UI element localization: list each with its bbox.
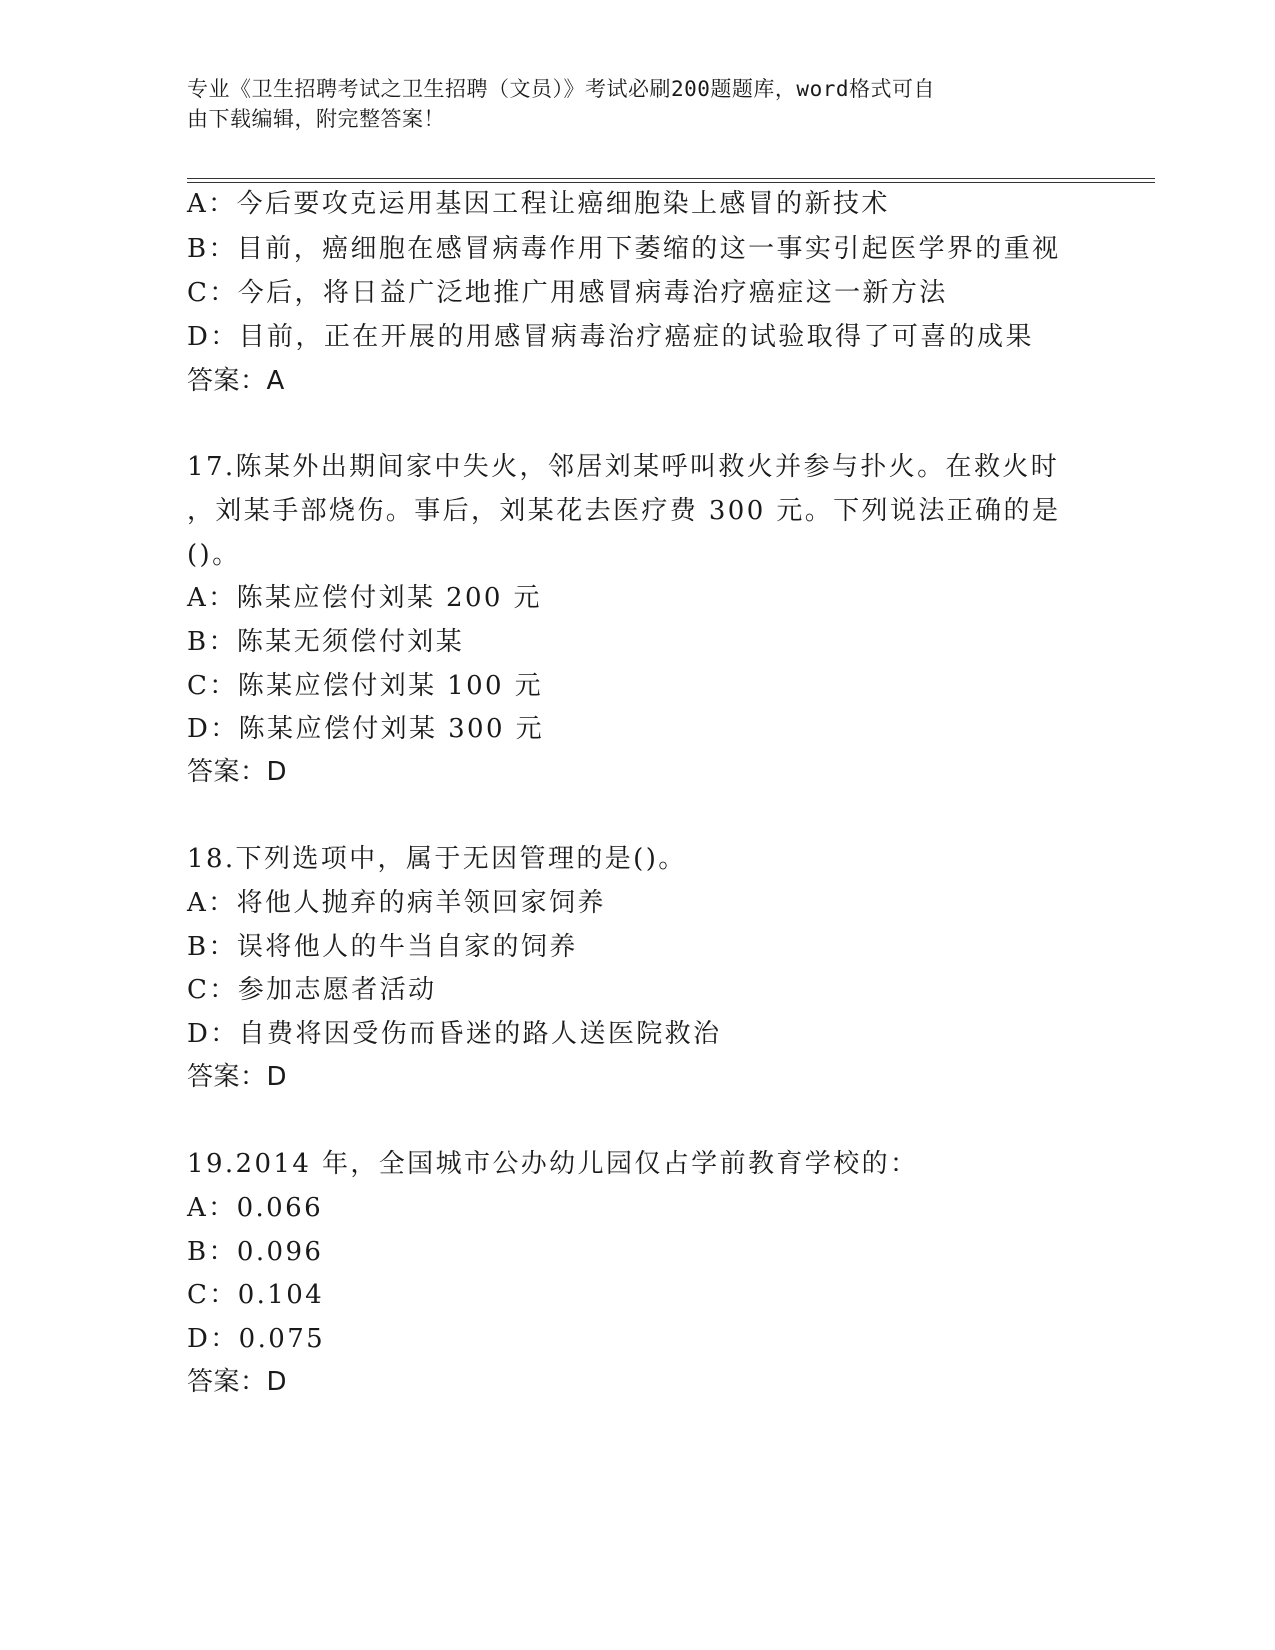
q17-option-d: D：陈某应偿付刘某 300 元 <box>187 714 545 744</box>
header-rule-top <box>187 178 1155 179</box>
q19-option-b: B：0.096 <box>187 1237 324 1267</box>
q19-option-a: A：0.066 <box>187 1193 324 1223</box>
q17-option-c: C：陈某应偿付刘某 100 元 <box>187 671 544 701</box>
q16-answer: 答案：A <box>187 366 285 396</box>
q19-stem-line-1: 19.2014 年，全国城市公办幼儿园仅占学前教育学校的： <box>187 1149 919 1179</box>
q16-option-a: A：今后要攻克运用基因工程让癌细胞染上感冒的新技术 <box>187 189 890 219</box>
q18-stem-line-1: 18.下列选项中，属于无因管理的是()。 <box>187 844 687 874</box>
q19-option-d: D：0.075 <box>187 1324 326 1354</box>
q17-option-a: A：陈某应偿付刘某 200 元 <box>187 583 542 613</box>
q16-option-d: D：目前，正在开展的用感冒病毒治疗癌症的试验取得了可喜的成果 <box>187 322 1034 352</box>
q18-option-b: B：误将他人的牛当自家的饲养 <box>187 932 578 962</box>
q17-stem-line-2: ，刘某手部烧伤。事后，刘某花去医疗费 300 元。下列说法正确的是 <box>187 496 1061 526</box>
header-line-2: 由下载编辑，附完整答案！ <box>187 107 445 131</box>
q18-option-d: D：自费将因受伤而昏迷的路人送医院救治 <box>187 1019 722 1049</box>
document-header <box>187 74 1067 134</box>
q17-answer: 答案：D <box>187 757 288 787</box>
header-line-1: 专业《卫生招聘考试之卫生招聘（文员）》考试必刷200题题库，word格式可自 <box>187 77 935 101</box>
q17-stem-line-3: ()。 <box>187 540 241 570</box>
q18-option-c: C：参加志愿者活动 <box>187 975 437 1005</box>
q17-stem-line-1: 17.陈某外出期间家中失火，邻居刘某呼叫救火并参与扑火。在救火时 <box>187 452 1060 482</box>
q19-option-c: C：0.104 <box>187 1280 325 1310</box>
header-rule-bottom <box>187 182 1155 183</box>
q17-option-b: B：陈某无须偿付刘某 <box>187 627 465 657</box>
q19-answer: 答案：D <box>187 1367 288 1397</box>
q16-option-c: C：今后，将日益广泛地推广用感冒病毒治疗癌症这一新方法 <box>187 278 948 308</box>
q16-option-b: B：目前，癌细胞在感冒病毒作用下萎缩的这一事实引起医学界的重视 <box>187 234 1061 264</box>
q18-option-a: A：将他人抛弃的病羊领回家饲养 <box>187 888 606 918</box>
q18-answer: 答案：D <box>187 1062 288 1092</box>
